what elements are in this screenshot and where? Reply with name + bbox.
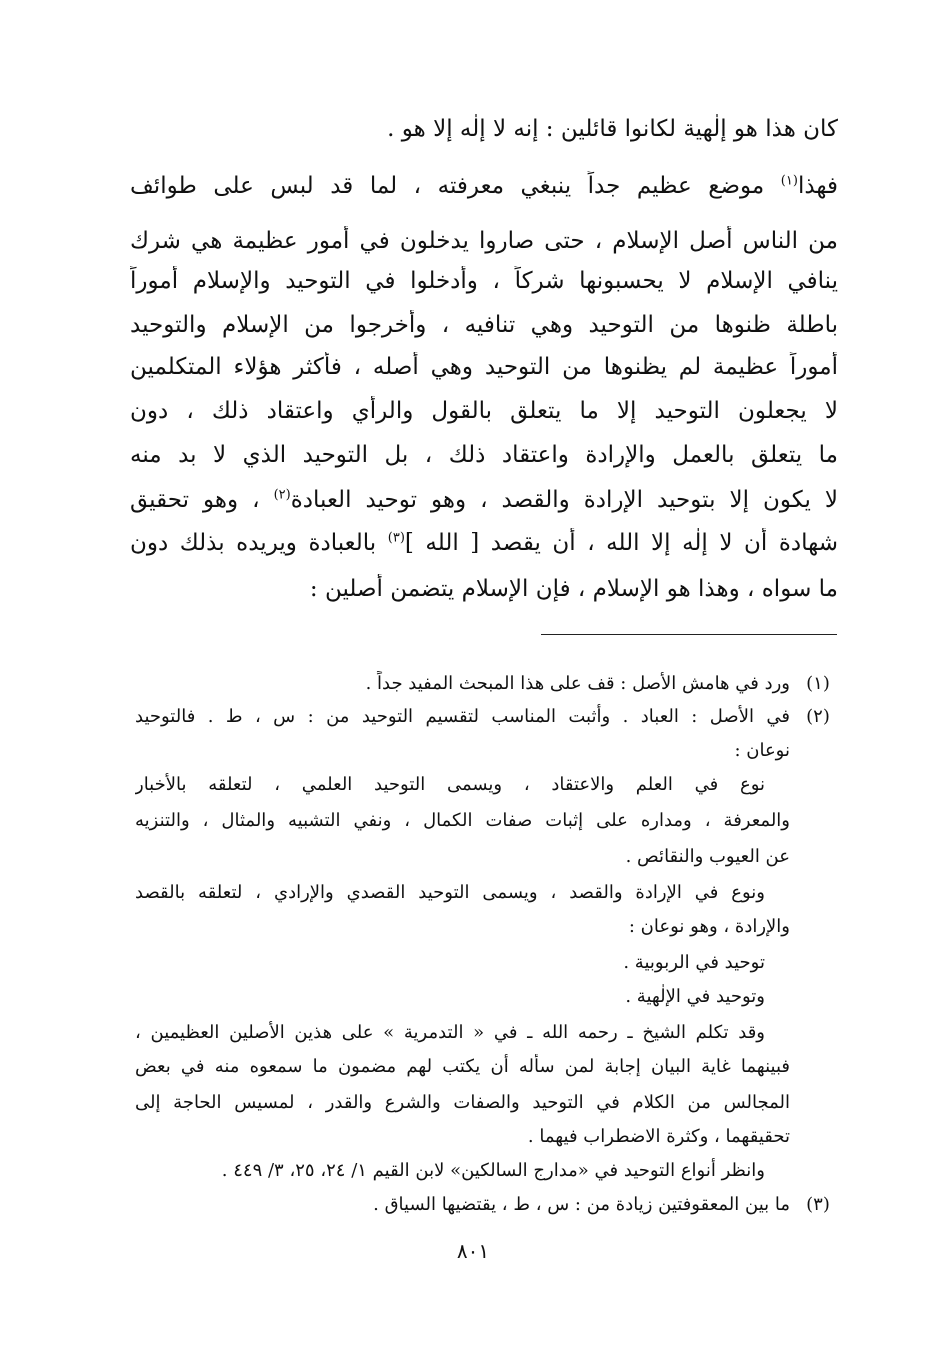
main-text-line: ما يتعلق بالعمل والإرادة واعتقاد ذلك ، بل التوحيد الذي لا بد منه: [130, 442, 838, 468]
page-number: ٨٠١: [456, 1239, 490, 1263]
main-text-line: [130, 528, 838, 560]
main-text-line: ينافي الإسلام لا يحسبونها شركاً ، وأدخلوا في التوحيد والإسلام أموراً: [130, 268, 838, 294]
footnote-line: نوع في العلم والاعتقاد ، ويسمى التوحيد العلمي ، لتعلقه بالأخبار: [135, 774, 765, 795]
footnote-line: في الأصل : العباد . وأثبت المناسب لتقسيم التوحيد من : س ، ط . فالتوحيد: [135, 706, 790, 727]
footnote-line: والمعرفة ، ومداره على إثبات صفات الكمال ، ونفي التشبيه والمثال ، والتنزيه: [135, 810, 790, 831]
footnote-line: ونوع في الإرادة والقصد ، ويسمى التوحيد القصدي والإرادي ، لتعلقه بالقصد: [135, 882, 765, 903]
main-text-run: موضع عظيم جداً ينبغي معرفته ، لما قد لبس على طوائف: [130, 173, 781, 199]
main-text-line: لا يجعلون التوحيد إلا ما يتعلق بالقول والرأي واعتقاد ذلك ، دون: [130, 398, 838, 424]
main-text-run: لا يكون إلا بتوحيد الإرادة والقصد ، وهو توحيد العبادة: [290, 487, 838, 513]
footnote-line: والإرادة ، وهو نوعان :: [628, 916, 790, 937]
main-text-run: ، وهو تحقيق: [130, 487, 274, 513]
footnote-line: توحيد في الربوبية .: [623, 952, 765, 973]
footnote-line: وقد تكلم الشيخ ـ رحمه الله ـ في « التدمرية » على هذين الأصلين العظيمين ،: [135, 1022, 765, 1043]
footnote-line: عن العيوب والنقائص .: [625, 846, 790, 867]
footnote-line: فبينهما غاية البيان إجابة لمن سأله أن يكتب لهم مضمون ما سمعوه منه في بعض: [135, 1056, 790, 1077]
footnote-number: (٣): [806, 1194, 830, 1215]
main-text-line: ما سواه ، وهذا هو الإسلام ، فإن الإسلام يتضمن أصلين :: [309, 576, 838, 602]
footnote-line: وتوحيد في الإلٰهية .: [625, 986, 765, 1007]
footnote-ref[interactable]: (٢): [273, 487, 291, 503]
footnote-line: ورد في هامش الأصل : قف على هذا المبحث المفيد جداً .: [365, 673, 790, 694]
footnote-number: (١): [806, 673, 830, 694]
main-text-line: من الناس أصل الإسلام ، حتى صاروا يدخلون في أمور عظيمة هي شرك: [130, 228, 838, 254]
footnote-separator: [541, 634, 837, 635]
footnote-line: ما بين المعقوفتين زيادة من : س ، ط ، يقتضيها السياق .: [373, 1194, 790, 1215]
footnote-line: المجالس من الكلام في التوحيد والصفات والشرع والقدر ، لمسيس الحاجة إلى: [135, 1092, 790, 1113]
main-text-run: فهذا: [797, 173, 838, 199]
footnote-number: (٢): [806, 706, 830, 727]
main-text-run: بالعبادة ويريده بذلك دون: [130, 530, 388, 556]
main-text-line: [130, 485, 838, 517]
footnote-ref[interactable]: (١): [780, 173, 798, 189]
main-text-line: [130, 171, 838, 203]
main-text-line: كان هذا هو إلٰهية لكانوا قائلين : إنه لا إلٰه إلا هو .: [387, 116, 838, 142]
footnote-line: تحقيقهما ، وكثرة الاضطراب فيهما .: [527, 1126, 790, 1147]
footnote-ref[interactable]: (٣): [387, 530, 405, 546]
footnote-line: وانظر أنواع التوحيد في «مدارج السالكين» لابن القيم ١/ ٢٤، ٢٥، ٣/ ٤٤٩ .: [221, 1160, 765, 1181]
main-text-run: شهادة أن لا إلٰه إلا الله ، أن يقصد [ الله ]: [404, 530, 838, 556]
main-text-line: أموراً عظيمة لم يظنوها من التوحيد وهي أصله ، فأكثر هؤلاء المتكلمين: [130, 354, 838, 380]
footnote-line: نوعان :: [734, 740, 790, 761]
main-text-line: باطلة ظنوها من التوحيد وهي تنافيه ، وأخرجوا من الإسلام والتوحيد: [130, 312, 838, 338]
